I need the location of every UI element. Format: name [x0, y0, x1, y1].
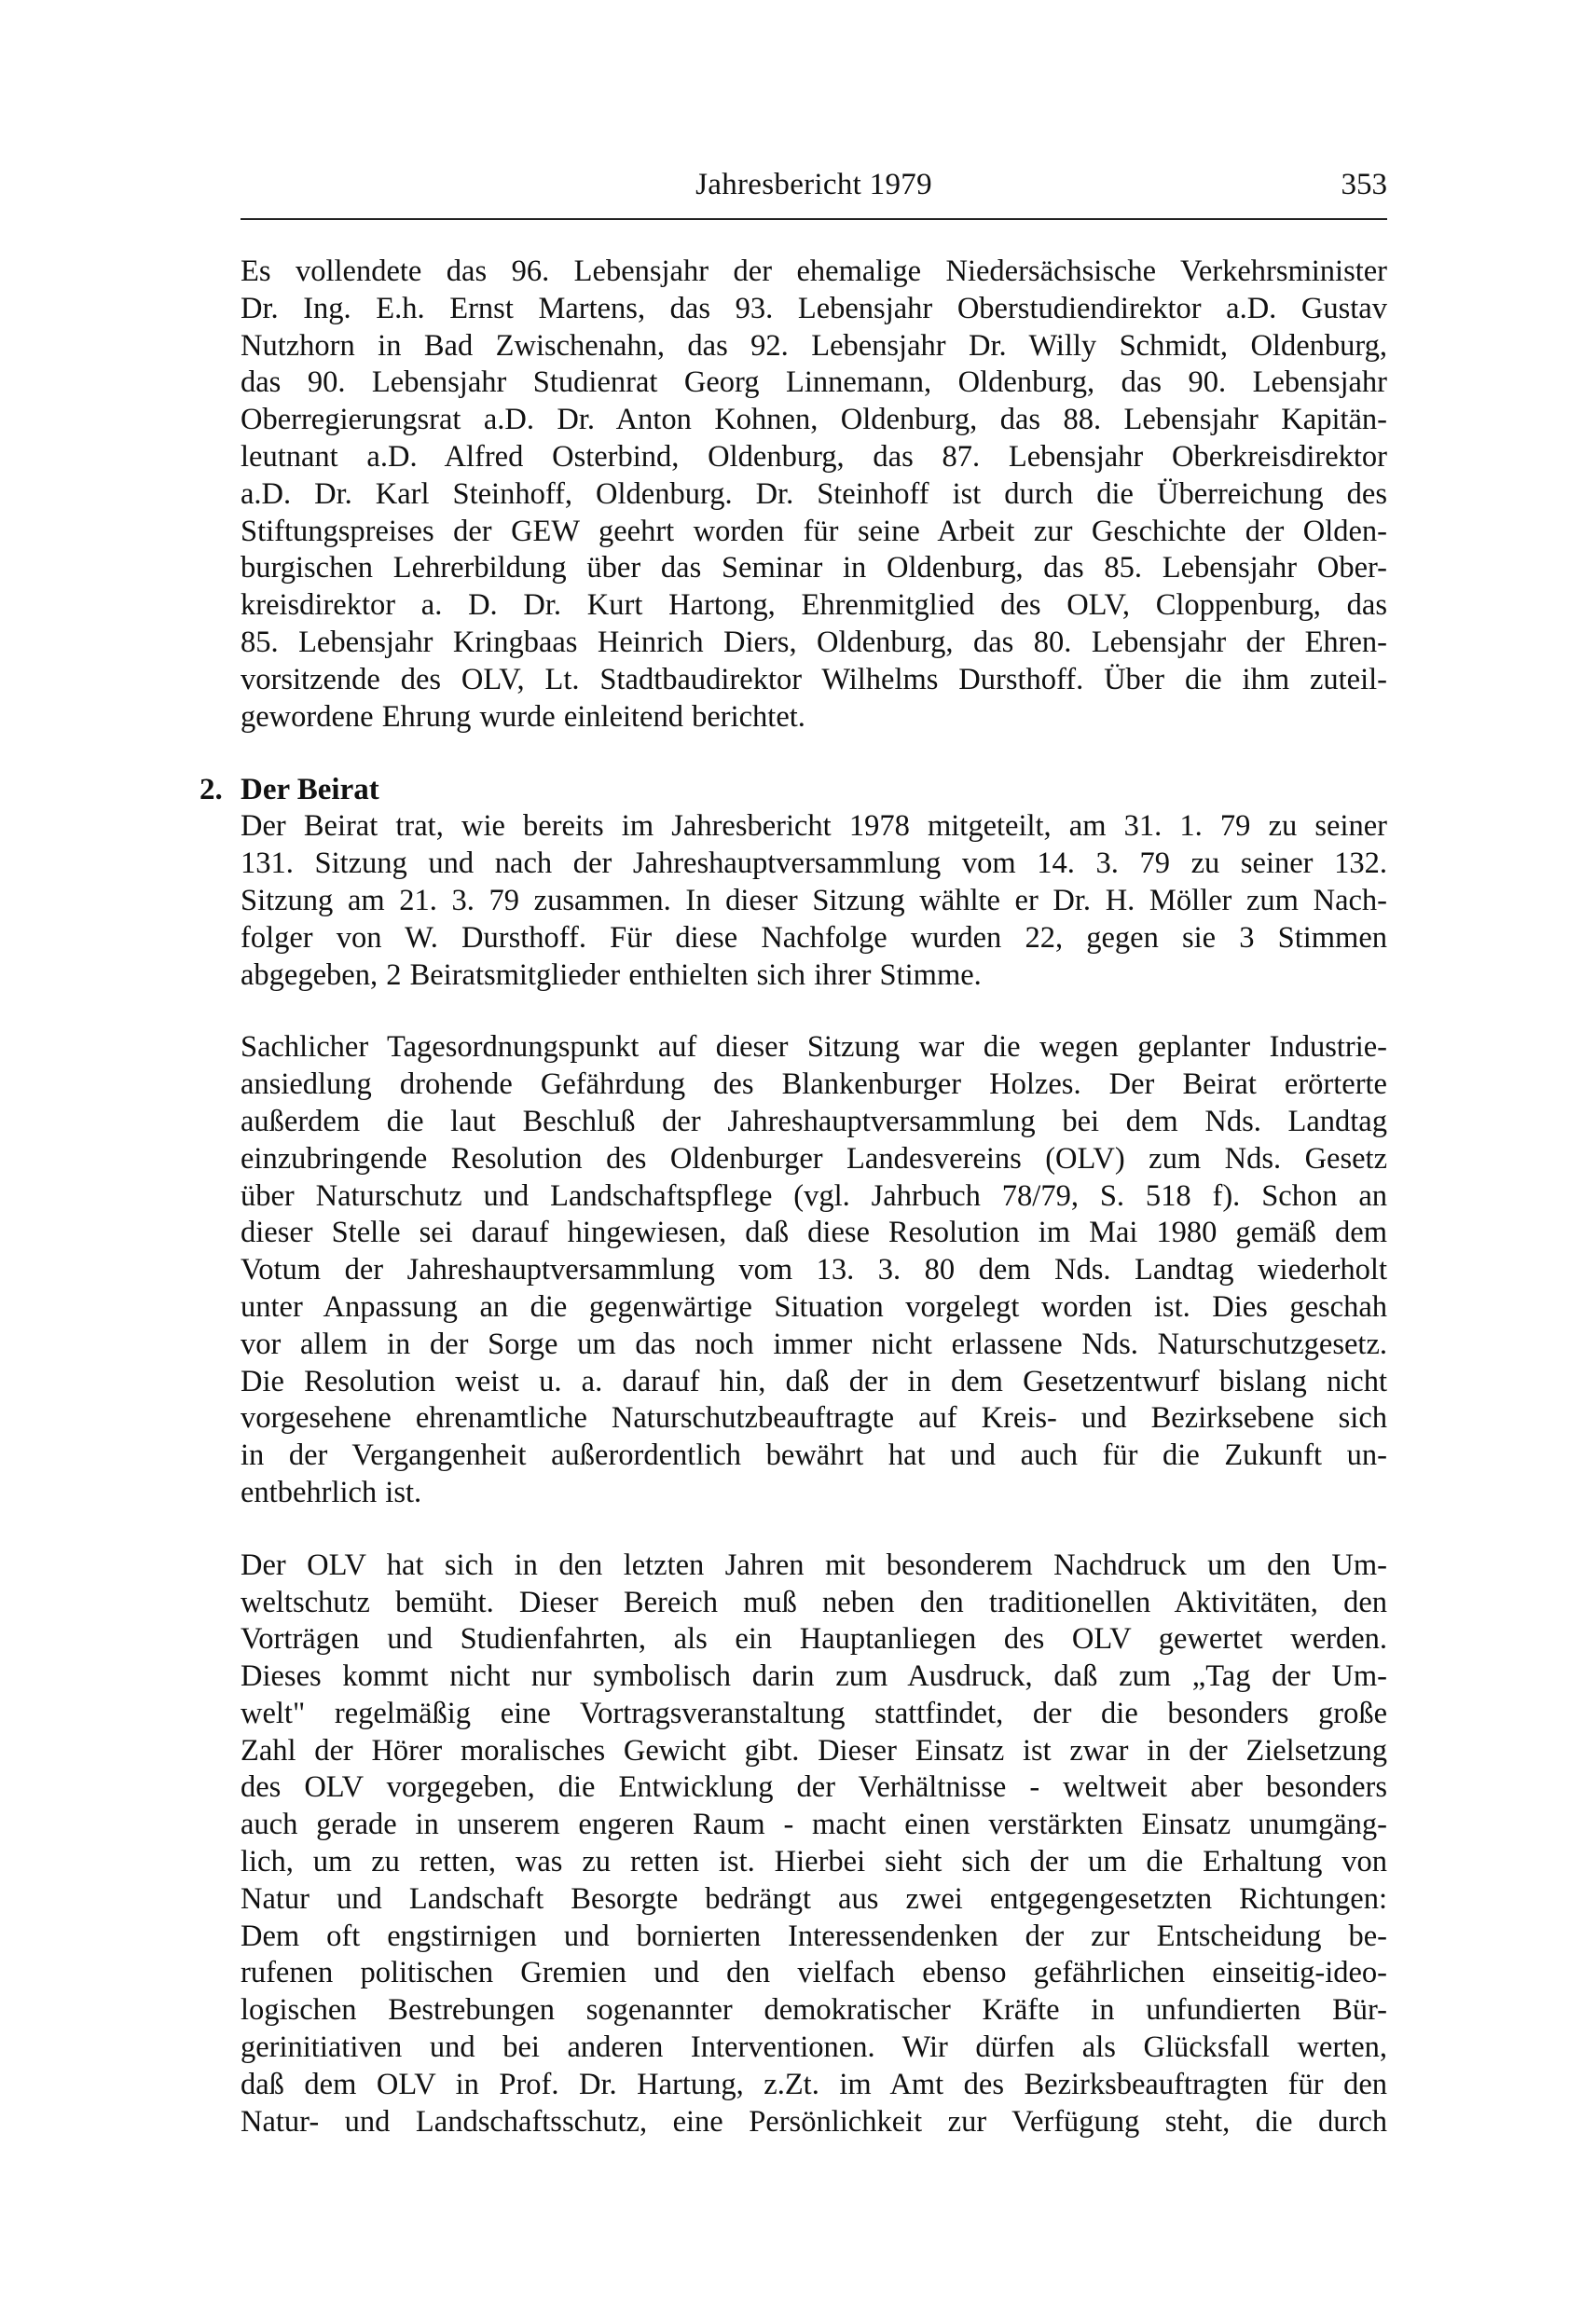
- body-text: [200, 254, 1387, 2176]
- paragraph: [241, 1029, 1387, 1511]
- text-line: des OLV vorgegeben, die Entwicklung der Verhältnisse - weltweit aber besonders: [241, 1770, 1387, 1805]
- text-line: gerinitiativen und bei anderen Interventionen. Wir dürfen als Glücksfall werten,: [241, 2030, 1387, 2065]
- text-line: logischen Bestrebungen sogenannter demokratischer Kräfte in unfundierten Bür-: [241, 1993, 1387, 2028]
- text-line: welt" regelmäßig eine Vortragsveranstaltung stattfindet, der die besonders große: [241, 1696, 1387, 1730]
- text-line: Dr. Ing. E.h. Ernst Martens, das 93. Lebensjahr Oberstudiendirektor a.D. Gustav: [241, 291, 1387, 325]
- text-line: Es vollendete das 96. Lebensjahr der ehemalige Niedersächsische Verkehrsminister: [241, 255, 1387, 288]
- header-rule: [241, 218, 1387, 220]
- text-line: Zahl der Hörer moralisches Gewicht gibt. Dieser Einsatz ist zwar in der Zielsetzung: [241, 1733, 1387, 1768]
- text-line: Der OLV hat sich in den letzten Jahren mit besonderem Nachdruck um den Um-: [241, 1548, 1387, 1582]
- text-line: in der Vergangenheit außerordentlich bewährt hat und auch für die Zukunft un-: [241, 1438, 1387, 1473]
- text-line: rufenen politischen Gremien und den vielfach ebenso gefährlichen einseitig-ideo-: [241, 1956, 1387, 1990]
- text-line: Der Beirat trat, wie bereits im Jahresbericht 1978 mitgeteilt, am 31. 1. 79 zu seiner: [241, 809, 1387, 844]
- text-line: unter Anpassung an die gegenwärtige Situation vorgelegt worden ist. Dies geschah: [241, 1289, 1387, 1324]
- text-line: einzubringende Resolution des Oldenburger Landesvereins (OLV) zum Nds. Gesetz: [241, 1141, 1387, 1176]
- text-line: daß dem OLV in Prof. Dr. Hartung, z.Zt. im Amt des Bezirksbeauftragten für den: [241, 2067, 1387, 2101]
- text-line: Vorträgen und Studienfahrten, als ein Hauptanliegen des OLV gewertet werden.: [241, 1622, 1387, 1657]
- text-line: Natur- und Landschaftsschutz, eine Persönlichkeit zur Verfügung steht, die durch: [241, 2104, 1387, 2139]
- text-line: auch gerade in unserem engeren Raum - macht einen verstärkten Einsatz unumgäng-: [241, 1808, 1387, 1842]
- text-line: ansiedlung drohende Gefährdung des Blankenburger Holzes. Der Beirat erörterte: [241, 1067, 1387, 1102]
- text-line: leutnant a.D. Alfred Osterbind, Oldenburg, das 87. Lebensjahr Oberkreisdirektor: [241, 439, 1387, 474]
- text-line: Votum der Jahreshauptversammlung vom 13. 3. 80 dem Nds. Landtag wiederholt: [241, 1253, 1387, 1287]
- paragraph: [241, 254, 1387, 736]
- text-line: 85. Lebensjahr Kringbaas Heinrich Diers, Oldenburg, das 80. Lebensjahr der Ehren-: [241, 625, 1387, 659]
- running-title: Jahresbericht 1979: [695, 168, 932, 201]
- text-line: 131. Sitzung und nach der Jahreshauptversammlung vom 14. 3. 79 zu seiner 132.: [241, 846, 1387, 881]
- section-title: Der Beirat: [241, 773, 379, 807]
- text-line: Nutzhorn in Bad Zwischenahn, das 92. Lebensjahr Dr. Willy Schmidt, Oldenburg,: [241, 328, 1387, 363]
- section-number: 2.: [200, 773, 223, 807]
- text-line: abgegeben, 2 Beiratsmitglieder enthielten sich ihrer Stimme.: [241, 957, 982, 992]
- section-heading: [200, 771, 1387, 808]
- text-line: vor allem in der Sorge um das noch immer nicht erlassene Nds. Naturschutzgesetz.: [241, 1327, 1387, 1361]
- text-line: Dem oft engstirnigen und bornierten Interessendenken der zur Entscheidung be-: [241, 1919, 1387, 1953]
- text-line: gewordene Ehrung wurde einleitend berichtet.: [241, 699, 805, 734]
- text-line: burgischen Lehrerbildung über das Seminar in Oldenburg, das 85. Lebensjahr Ober-: [241, 551, 1387, 585]
- text-line: kreisdirektor a. D. Dr. Kurt Hartong, Ehrenmitglied des OLV, Cloppenburg, das: [241, 588, 1387, 623]
- text-line: lich, um zu retten, was zu retten ist. Hierbei sieht sich der um die Erhaltung von: [241, 1845, 1387, 1879]
- text-line: Natur und Landschaft Besorgte bedrängt aus zwei entgegengesetzten Richtungen:: [241, 1881, 1387, 1916]
- text-line: Sachlicher Tagesordnungspunkt auf dieser Sitzung war die wegen geplanter Industrie-: [241, 1030, 1387, 1065]
- text-line: vorsitzende des OLV, Lt. Stadtbaudirektor Wilhelms Dursthoff. Über die ihm zuteil-: [241, 662, 1387, 696]
- page-number: 353: [1341, 168, 1387, 201]
- text-line: über Naturschutz und Landschaftspflege (vgl. Jahrbuch 78/79, S. 518 f). Schon an: [241, 1178, 1387, 1213]
- paragraph: [241, 808, 1387, 994]
- text-line: Die Resolution weist u. a. darauf hin, daß der in dem Gesetzentwurf bislang nicht: [241, 1364, 1387, 1398]
- text-line: weltschutz bemüht. Dieser Bereich muß neben den traditionellen Aktivitäten, den: [241, 1585, 1387, 1619]
- text-line: vorgesehene ehrenamtliche Naturschutzbeauftragte auf Kreis- und Bezirksebene sich: [241, 1401, 1387, 1436]
- text-line: a.D. Dr. Karl Steinhoff, Oldenburg. Dr. Steinhoff ist durch die Überreichung des: [241, 476, 1387, 511]
- intro-section: [241, 254, 1387, 736]
- text-line: Sitzung am 21. 3. 79 zusammen. In dieser Sitzung wählte er Dr. H. Möller zum Nach-: [241, 883, 1387, 917]
- text-line: das 90. Lebensjahr Studienrat Georg Linnemann, Oldenburg, das 90. Lebensjahr: [241, 365, 1387, 400]
- page-header: [241, 168, 1387, 216]
- section-body: [241, 808, 1387, 2140]
- text-line: entbehrlich ist.: [241, 1475, 422, 1509]
- text-line: folger von W. Dursthoff. Für diese Nachfolge wurden 22, gegen sie 3 Stimmen: [241, 920, 1387, 955]
- text-line: dieser Stelle sei darauf hingewiesen, daß diese Resolution im Mai 1980 gemäß dem: [241, 1216, 1387, 1250]
- text-line: außerdem die laut Beschluß der Jahreshauptversammlung bei dem Nds. Landtag: [241, 1104, 1387, 1138]
- text-line: Dieses kommt nicht nur symbolisch darin zum Ausdruck, daß zum „Tag der Um-: [241, 1659, 1387, 1694]
- paragraph: [241, 1548, 1387, 2141]
- text-line: Oberregierungsrat a.D. Dr. Anton Kohnen, Oldenburg, das 88. Lebensjahr Kapitän-: [241, 403, 1387, 437]
- text-line: Stiftungspreises der GEW geehrt worden für seine Arbeit zur Geschichte der Olden-: [241, 514, 1387, 548]
